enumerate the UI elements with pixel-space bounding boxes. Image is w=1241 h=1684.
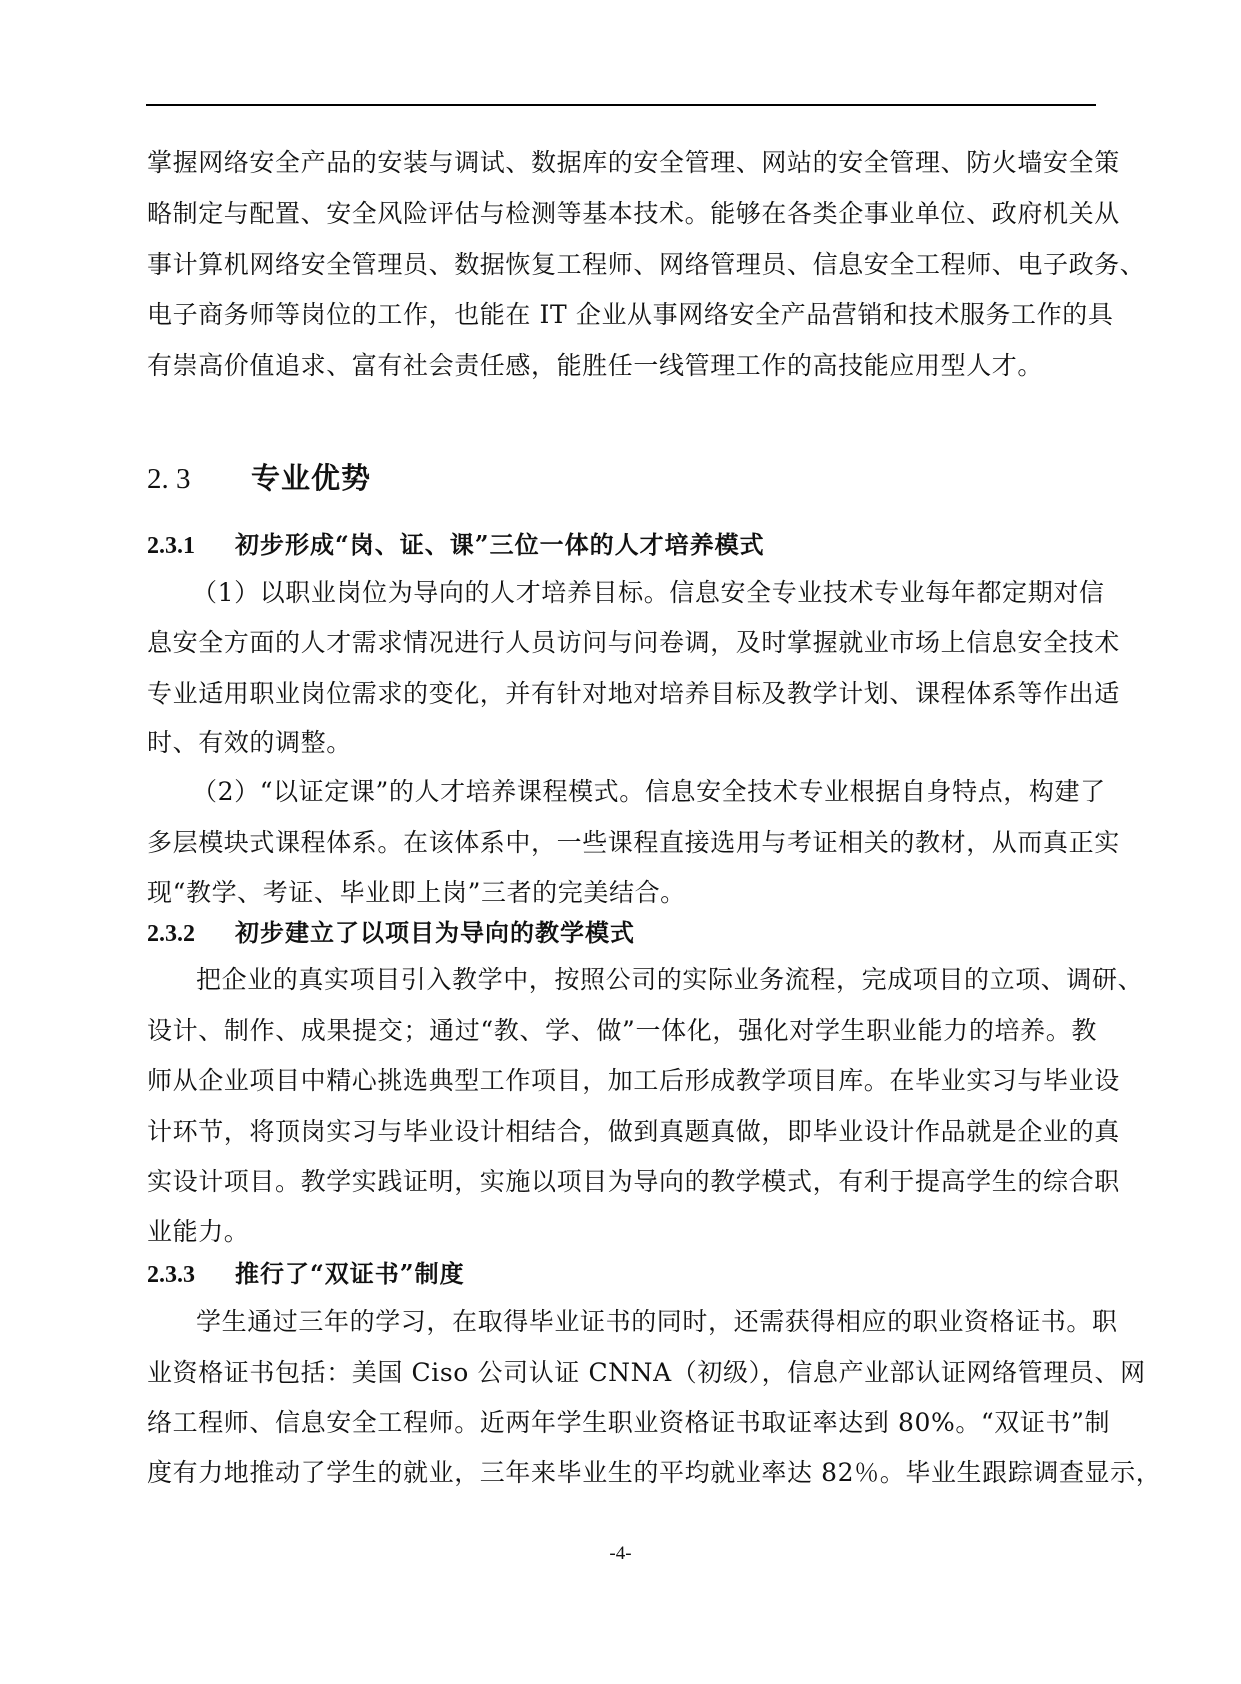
paragraph-line: （1）以职业岗位为导向的人才培养目标。信息安全专业技术专业每年都定期对信	[192, 578, 1105, 607]
subsection-number: 2.3.1	[147, 533, 195, 559]
intro-line: 有崇高价值追求、富有社会责任感，能胜任一线管理工作的高技能应用型人才。	[147, 351, 1044, 380]
subsection-heading	[147, 918, 635, 949]
subsection-heading	[147, 1259, 465, 1290]
paragraph-line: 设计、制作、成果提交；通过“教、学、做”一体化，强化对学生职业能力的培养。教	[147, 1016, 1097, 1045]
section-heading	[147, 460, 371, 497]
page-number: -4-	[609, 1543, 632, 1564]
section-number: 2. 3	[147, 463, 191, 495]
paragraph-line: 学生通过三年的学习，在取得毕业证书的同时，还需获得相应的职业资格证书。职	[196, 1307, 1118, 1336]
paragraph-line: 络工程师、信息安全工程师。近两年学生职业资格证书取证率达到 80%。“双证书”制	[147, 1408, 1111, 1437]
paragraph-line: 业能力。	[147, 1217, 250, 1246]
subsection-heading	[147, 530, 765, 561]
paragraph-line: 时、有效的调整。	[147, 728, 352, 757]
intro-line: 略制定与配置、安全风险评估与检测等基本技术。能够在各类企事业单位、政府机关从	[147, 199, 1120, 228]
paragraph-line: 专业适用职业岗位需求的变化，并有针对地对培养目标及教学计划、课程体系等作出适	[147, 679, 1120, 708]
paragraph-line: （2）“以证定课”的人才培养课程模式。信息安全技术专业根据自身特点，构建了	[192, 777, 1106, 806]
paragraph-line: 计环节，将顶岗实习与毕业设计相结合，做到真题真做，即毕业设计作品就是企业的真	[147, 1117, 1120, 1146]
paragraph-line: 业资格证书包括：美国 Ciso 公司认证 CNNA（初级），信息产业部认证网络管理员、网	[147, 1358, 1146, 1387]
subsection-title: 初步形成“岗、证、课”三位一体的人才培养模式	[235, 530, 765, 559]
paragraph-line: 现“教学、考证、毕业即上岗”三者的完美结合。	[147, 878, 686, 907]
intro-line: 事计算机网络安全管理员、数据恢复工程师、网络管理员、信息安全工程师、电子政务、	[147, 250, 1146, 279]
paragraph-line: 实设计项目。教学实践证明，实施以项目为导向的教学模式，有利于提高学生的综合职	[147, 1167, 1120, 1196]
header-rule	[146, 104, 1096, 106]
paragraph-line: 息安全方面的人才需求情况进行人员访问与问卷调，及时掌握就业市场上信息安全技术	[147, 628, 1120, 657]
intro-line: 掌握网络安全产品的安装与调试、数据库的安全管理、网站的安全管理、防火墙安全策	[147, 148, 1120, 177]
paragraph-line: 把企业的真实项目引入教学中，按照公司的实际业务流程，完成项目的立项、调研、	[196, 965, 1144, 994]
subsection-title: 初步建立了以项目为导向的教学模式	[235, 918, 635, 947]
paragraph-line: 师从企业项目中精心挑选典型工作项目，加工后形成教学项目库。在毕业实习与毕业设	[147, 1066, 1120, 1095]
subsection-number: 2.3.2	[147, 921, 195, 947]
paragraph-line: 度有力地推动了学生的就业，三年来毕业生的平均就业率达 82％。毕业生跟踪调查显示，	[147, 1458, 1162, 1487]
paragraph-line: 多层模块式课程体系。在该体系中，一些课程直接选用与考证相关的教材，从而真正实	[147, 828, 1120, 857]
subsection-title: 推行了“双证书”制度	[235, 1259, 465, 1288]
subsection-number: 2.3.3	[147, 1262, 195, 1288]
section-title: 专业优势	[251, 461, 372, 495]
intro-line: 电子商务师等岗位的工作，也能在 IT 企业从事网络安全产品营销和技术服务工作的具	[147, 300, 1114, 329]
